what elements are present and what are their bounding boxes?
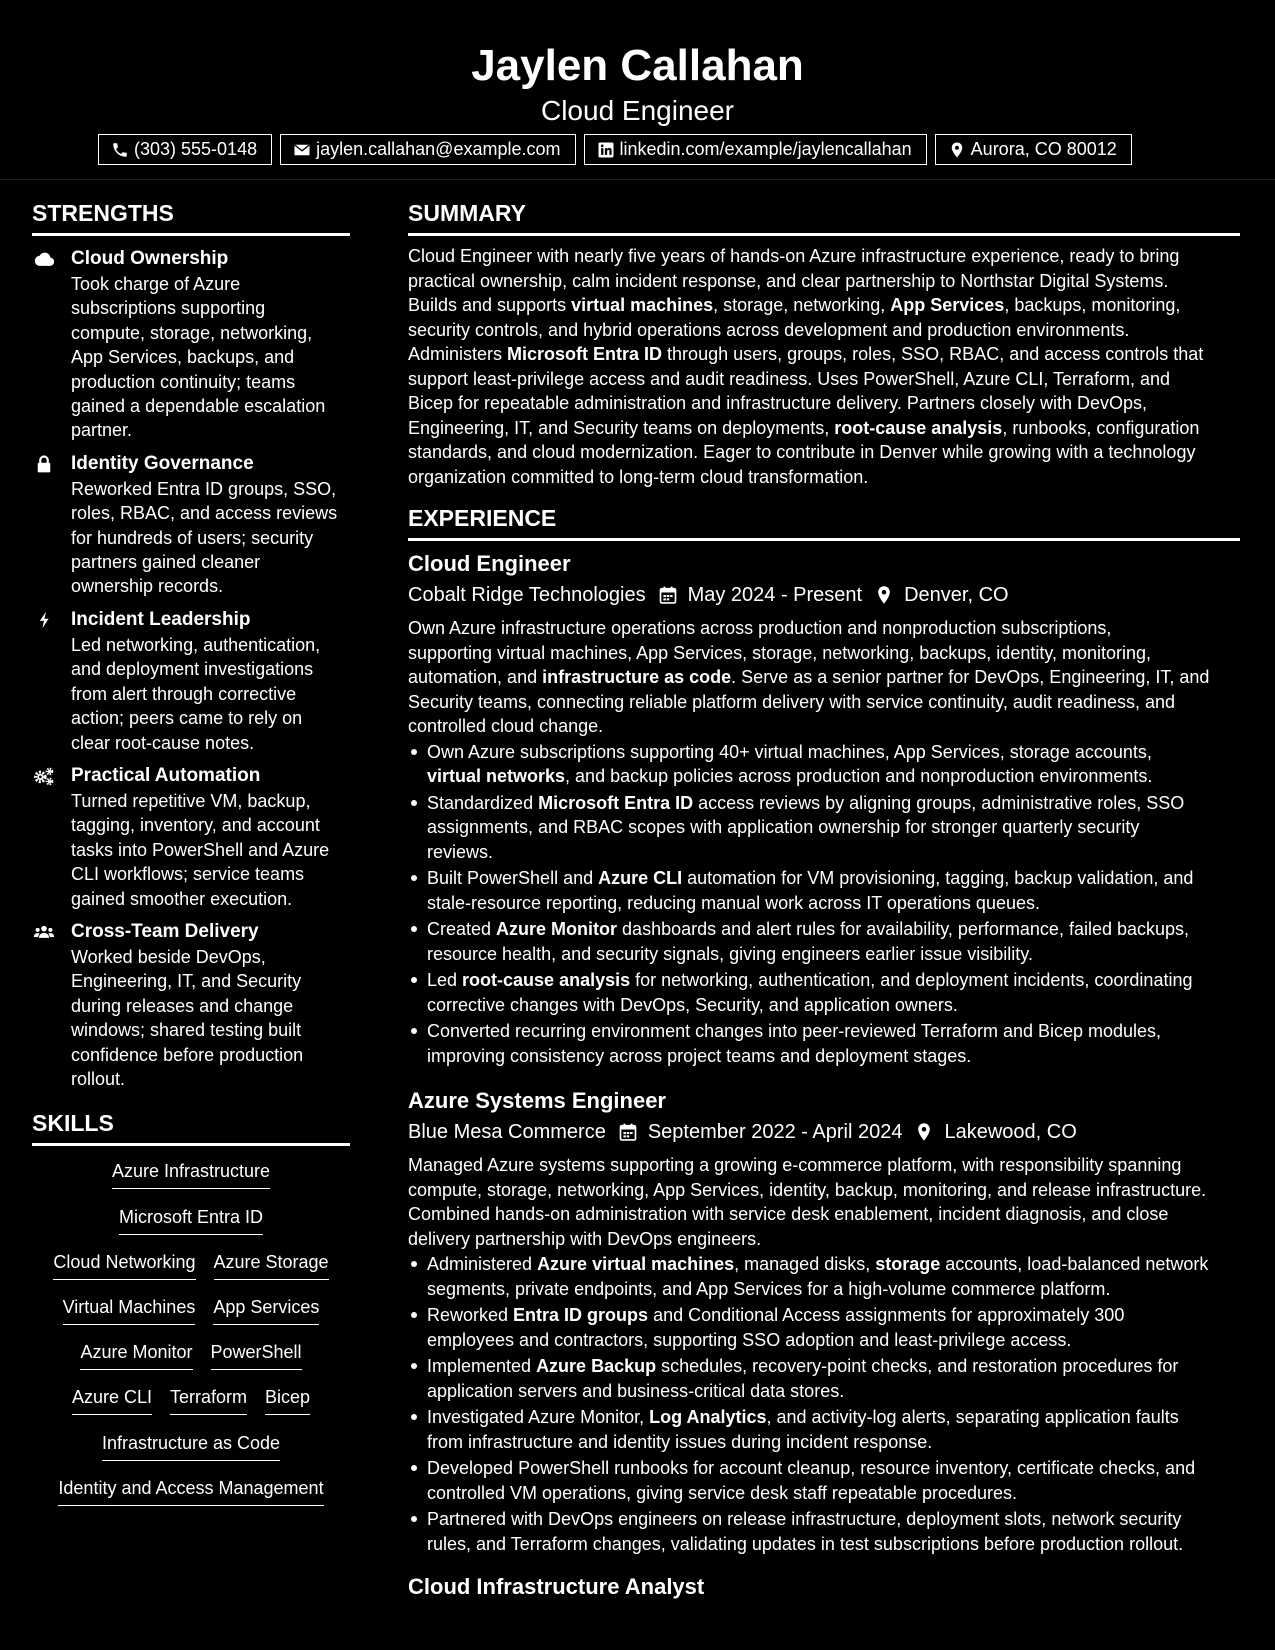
job-dates: May 2024 - Present — [687, 584, 863, 606]
strength-item — [32, 607, 350, 755]
text-run: support least-privilege access and audit readiness. Uses PowerShell, Azure CLI, Terraform, and — [408, 368, 1171, 389]
resume-header — [0, 0, 1275, 180]
text-run: , managed disks, — [734, 1254, 876, 1274]
skills-heading: SKILLS — [32, 1105, 350, 1146]
bullet-item — [408, 1507, 1240, 1556]
text-run: Created — [427, 919, 497, 939]
text-run: Security teams, connecting reliable platform delivery with service continuity, audit readiness, and — [408, 691, 1176, 712]
text-line — [427, 993, 1240, 1018]
text-run: Partnered with DevOps engineers on release infrastructure, deployment slots, network security — [427, 1509, 1182, 1529]
contact-phone — [98, 134, 272, 165]
skill-tag: Bicep — [265, 1384, 310, 1415]
text-run: controlled VM operations, giving service desk staff repeatable procedures. — [427, 1482, 1017, 1503]
contact-email[interactable] — [280, 134, 575, 165]
text-run: dashboards and alert rules for availability, performance, failed backups, — [617, 919, 1190, 939]
text-run: stale-resource reporting, reducing manual work across IT operations queues. — [427, 892, 1040, 913]
job-meta — [408, 1117, 1240, 1147]
strength-item — [32, 763, 350, 911]
text-line — [408, 293, 1240, 318]
contact-bar — [98, 134, 1140, 165]
text-line — [427, 1354, 1240, 1379]
text-run: automation for VM provisioning, tagging, backup validation, and — [682, 868, 1194, 888]
text-line — [408, 318, 1240, 343]
skill-tag: Identity and Access Management — [58, 1475, 323, 1506]
text-run: , and activity-log alerts, separating application faults — [766, 1407, 1179, 1427]
text-run: controlled cloud change. — [408, 716, 604, 736]
text-run: Builds and supports — [408, 295, 572, 315]
emphasis-text: Azure Monitor — [496, 919, 618, 939]
skill-tag: Azure Storage — [214, 1249, 329, 1280]
text-run: corrective changes with DevOps, Security, and application owners. — [427, 994, 958, 1015]
text-run: rules, and Terraform changes, validating updates in test subscriptions before production rollout. — [427, 1533, 1184, 1554]
skill-row — [32, 1249, 350, 1294]
text-run: segments, private endpoints, and App Services for a high-volume commerce platform. — [427, 1278, 1111, 1299]
text-line — [427, 1303, 1240, 1328]
text-line — [427, 1405, 1240, 1430]
text-line — [408, 244, 1240, 269]
emphasis-text: virtual networks — [427, 766, 566, 786]
skill-row — [32, 1430, 350, 1475]
skill-tag: Virtual Machines — [63, 1294, 196, 1325]
text-run: assignments, and RBAC scopes with application ownership for stronger quarterly security — [427, 817, 1140, 837]
text-line — [427, 968, 1240, 993]
text-line — [408, 440, 1240, 465]
emphasis-text: App Services — [890, 295, 1005, 315]
text-run: delivery partnership with DevOps engineers. — [408, 1228, 762, 1249]
map-pin-icon — [914, 1122, 934, 1142]
text-line — [427, 1277, 1240, 1302]
text-line — [408, 641, 1240, 666]
text-line — [427, 740, 1240, 765]
emphasis-text: infrastructure as code — [542, 667, 732, 687]
skill-tag: Infrastructure as Code — [102, 1430, 280, 1461]
contact-linkedin[interactable] — [584, 134, 927, 165]
skill-tag: Azure Infrastructure — [112, 1158, 270, 1189]
text-line — [427, 1044, 1240, 1069]
text-line — [408, 1227, 1240, 1252]
text-line — [408, 342, 1240, 367]
job-entry — [408, 1571, 1240, 1603]
emphasis-text: virtual machines — [571, 295, 714, 315]
bullet-item — [408, 740, 1240, 789]
text-run: supporting virtual machines, App Services, storage, networking, backups, identity, monitoring, — [408, 642, 1152, 663]
job-title: Cloud Infrastructure Analyst — [408, 1574, 705, 1599]
strength-title: Incident Leadership — [71, 608, 251, 630]
text-run: Implemented — [427, 1356, 537, 1376]
text-line — [427, 942, 1240, 967]
text-line — [427, 1019, 1240, 1044]
text-run: Converted recurring environment changes into peer-reviewed Terraform and Bicep modules, — [427, 1021, 1162, 1041]
emphasis-text: Azure virtual machines — [537, 1254, 735, 1274]
strength-title: Cloud Ownership — [71, 248, 229, 269]
job-bullets — [408, 740, 1240, 1069]
text-run: resource health, and security signals, giving engineers earlier issue visibility. — [427, 943, 1033, 964]
text-line — [427, 1481, 1240, 1506]
text-line — [408, 269, 1240, 294]
contact-location-text: Aurora, CO 80012 — [970, 139, 1117, 159]
calendar-icon — [658, 585, 678, 605]
job-meta — [408, 580, 1240, 610]
job-location: Lakewood, CO — [944, 1121, 1077, 1143]
text-line — [427, 1456, 1240, 1481]
text-line — [408, 416, 1240, 441]
text-run: application servers and business-critical data stores. — [427, 1380, 845, 1401]
text-run: Investigated Azure Monitor, — [427, 1407, 650, 1427]
text-run: practical ownership, calm incident response, and clear partnership to Northstar Digital Systems. — [408, 270, 1169, 291]
text-run: compute, storage, networking, App Services, identity, backup, monitoring, and release infrastructure. — [408, 1179, 1207, 1200]
skill-row — [32, 1475, 350, 1520]
experience-heading: EXPERIENCE — [408, 500, 1240, 541]
job-bullets — [408, 1252, 1240, 1556]
bolt-icon — [32, 610, 56, 634]
text-run: Own Azure infrastructure operations across production and nonproduction subscriptions, — [408, 618, 1112, 638]
skill-row — [32, 1339, 350, 1384]
phone-icon — [111, 141, 129, 159]
emphasis-text: Entra ID groups — [513, 1305, 649, 1325]
text-run: standards, and cloud modernization. Eager to contribute in Denver while growing with a technology — [408, 442, 1196, 462]
bullet-item — [408, 1303, 1240, 1352]
text-line — [408, 690, 1240, 715]
text-run: Own Azure subscriptions supporting 40+ virtual machines, App Services, storage accounts, — [427, 741, 1152, 762]
job-dates: September 2022 - April 2024 — [647, 1121, 903, 1143]
emphasis-text: Azure Backup — [536, 1356, 657, 1376]
bullet-item — [408, 1456, 1240, 1505]
text-line — [427, 791, 1240, 816]
text-run: Administered — [427, 1254, 538, 1274]
strength-item — [32, 451, 350, 599]
contact-location — [935, 134, 1132, 165]
text-run: and Conditional Access assignments for approximately 300 — [648, 1305, 1125, 1325]
skill-tag: Azure CLI — [72, 1384, 152, 1415]
text-line — [427, 1507, 1240, 1532]
text-run: organization committed to long-term cloud transformation. — [408, 466, 869, 487]
skill-tag: Microsoft Entra ID — [119, 1204, 263, 1235]
text-run: automation, and — [408, 667, 543, 687]
emphasis-text: root-cause analysis — [834, 417, 1003, 438]
text-line — [427, 1532, 1240, 1557]
text-run: . Serve as a senior partner for DevOps, Engineering, IT, and — [731, 667, 1210, 687]
text-run: Bicep for repeatable administration and infrastructure delivery. Partners closely with DevOps, — [408, 393, 1148, 413]
job-company: Blue Mesa Commerce — [408, 1121, 606, 1143]
text-run: access reviews by aligning groups, administrative roles, SSO — [693, 792, 1185, 813]
text-run: , backups, monitoring, — [1004, 295, 1181, 315]
lock-icon — [32, 454, 56, 478]
skill-row — [32, 1294, 350, 1339]
bullet-item — [408, 866, 1240, 915]
emphasis-text: Microsoft Entra ID — [538, 792, 694, 813]
bullet-item — [408, 791, 1240, 865]
users-icon — [32, 922, 56, 946]
text-run: reviews. — [427, 841, 494, 862]
text-run: Cloud Engineer with nearly five years of hands-on Azure infrastructure experience, ready to bring — [408, 246, 1180, 266]
job-location: Denver, CO — [904, 584, 1009, 606]
text-run: Led — [427, 970, 463, 990]
job-title: Cloud Engineer — [408, 551, 571, 576]
text-run: Reworked — [427, 1305, 514, 1325]
skill-row — [32, 1384, 350, 1429]
strength-item — [32, 246, 350, 443]
text-line — [408, 1178, 1240, 1203]
right-column — [408, 195, 1240, 1603]
strength-title: Practical Automation — [71, 764, 261, 786]
map-pin-icon — [948, 141, 966, 159]
candidate-title: Cloud Engineer — [540, 95, 735, 126]
strength-title: Identity Governance — [71, 452, 254, 474]
bullet-item — [408, 1252, 1240, 1301]
emphasis-text: root-cause analysis — [462, 970, 631, 990]
skill-row — [32, 1158, 350, 1203]
text-run: schedules, recovery-point checks, and restoration procedures for — [656, 1356, 1179, 1376]
bullet-item — [408, 1019, 1240, 1068]
job-description — [408, 1153, 1240, 1251]
skill-tag: Azure Monitor — [80, 1339, 192, 1370]
cloud-icon — [32, 249, 56, 273]
skill-tag: Cloud Networking — [53, 1249, 195, 1280]
linkedin-icon — [597, 141, 615, 159]
candidate-name: Jaylen Callahan — [471, 41, 804, 90]
text-line — [427, 1430, 1240, 1455]
strength-item — [32, 919, 350, 1091]
text-line — [427, 1252, 1240, 1277]
text-line — [408, 714, 1240, 739]
text-line — [427, 917, 1240, 942]
left-column — [32, 195, 350, 1520]
job-title: Azure Systems Engineer — [408, 1088, 666, 1113]
text-line — [408, 665, 1240, 690]
text-line — [408, 1202, 1240, 1227]
text-run: Standardized — [427, 792, 539, 813]
text-run: , runbooks, configuration — [1002, 417, 1200, 438]
strength-desc: Took charge of Azure subscriptions supporting compute, storage, networking, App Services, backups, and production continuity; teams gained a dependable escalation partner. — [71, 274, 326, 441]
gears-icon — [32, 766, 56, 790]
emphasis-text: Azure CLI — [598, 868, 683, 888]
text-run: for networking, authentication, and deployment incidents, coordinating — [630, 970, 1193, 990]
text-run: through users, groups, roles, SSO, RBAC, and access controls that — [662, 344, 1204, 364]
text-line — [427, 840, 1240, 865]
text-line — [427, 1379, 1240, 1404]
bullet-item — [408, 1405, 1240, 1454]
map-pin-icon — [874, 585, 894, 605]
strength-desc: Worked beside DevOps, Engineering, IT, and Security during releases and change windows; shared testing built confidence before production rollout. — [71, 946, 304, 1089]
strength-desc: Reworked Entra ID groups, SSO, roles, RBAC, and access reviews for hundreds of users; security partners gained cleaner ownership records. — [71, 478, 338, 597]
text-run: improving consistency across project teams and deployment stages. — [427, 1045, 972, 1066]
text-line — [408, 1153, 1240, 1178]
text-run: Combined hands-on administration with service desk enablement, incident diagnosis, and close — [408, 1204, 1169, 1224]
job-entry — [408, 1085, 1240, 1556]
text-line — [427, 891, 1240, 916]
contact-phone-text: (303) 555-0148 — [134, 139, 258, 159]
skill-tag: App Services — [213, 1294, 319, 1325]
envelope-icon — [293, 141, 311, 159]
text-run: from infrastructure and identity issues during incident response. — [427, 1431, 933, 1452]
text-line — [408, 367, 1240, 392]
text-run: Administers — [408, 344, 508, 364]
text-line — [427, 764, 1240, 789]
text-run: Developed PowerShell runbooks for account cleanup, resource inventory, certificate checks, and — [427, 1458, 1196, 1478]
strengths-heading: STRENGTHS — [32, 195, 350, 236]
bullet-item — [408, 968, 1240, 1017]
emphasis-text: Log Analytics — [649, 1407, 767, 1427]
summary-text — [408, 244, 1240, 489]
skill-row — [32, 1204, 350, 1249]
strength-desc: Led networking, authentication, and deployment investigations from alert through corrective action; peers came to rely on clear root-cause notes. — [71, 634, 321, 753]
contact-email-text[interactable]: jaylen.callahan@example.com — [316, 139, 561, 159]
strengths-list — [32, 246, 350, 1091]
job-company: Cobalt Ridge Technologies — [408, 584, 646, 606]
text-run: , and backup policies across production and nonproduction environments. — [565, 766, 1153, 786]
job-description — [408, 616, 1240, 739]
calendar-icon — [618, 1122, 638, 1142]
text-line — [427, 1328, 1240, 1353]
text-run: Managed Azure systems supporting a growing e-commerce platform, with responsibility spanning — [408, 1155, 1182, 1175]
text-line — [408, 616, 1240, 641]
job-entry — [408, 548, 1240, 1068]
emphasis-text: storage — [875, 1254, 941, 1274]
strength-title: Cross-Team Delivery — [71, 920, 259, 942]
text-run: accounts, load-balanced network — [940, 1254, 1209, 1274]
bullet-item — [408, 1354, 1240, 1403]
text-run: Built PowerShell and — [427, 868, 599, 888]
emphasis-text: Microsoft Entra ID — [507, 344, 663, 364]
skills-list — [32, 1158, 350, 1520]
contact-linkedin-text[interactable]: linkedin.com/example/jaylencallahan — [619, 139, 912, 159]
text-line — [408, 391, 1240, 416]
bullet-item — [408, 917, 1240, 966]
text-line — [408, 465, 1240, 490]
skill-tag: Terraform — [170, 1384, 247, 1415]
strength-desc: Turned repetitive VM, backup, tagging, inventory, and account tasks into PowerShell and Azure CLI workflows; service teams gained smoother execution. — [71, 790, 330, 909]
text-run: Engineering, IT, and Security teams on deployments, — [408, 417, 835, 438]
text-line — [427, 815, 1240, 840]
text-run: , storage, networking, — [713, 295, 891, 315]
text-run: security controls, and hybrid operations across development and production environments. — [408, 319, 1130, 340]
summary-heading: SUMMARY — [408, 195, 1240, 236]
skill-tag: PowerShell — [211, 1339, 302, 1370]
text-line — [427, 866, 1240, 891]
text-run: employees and contractors, supporting SSO adoption and least-privilege access. — [427, 1329, 1072, 1350]
